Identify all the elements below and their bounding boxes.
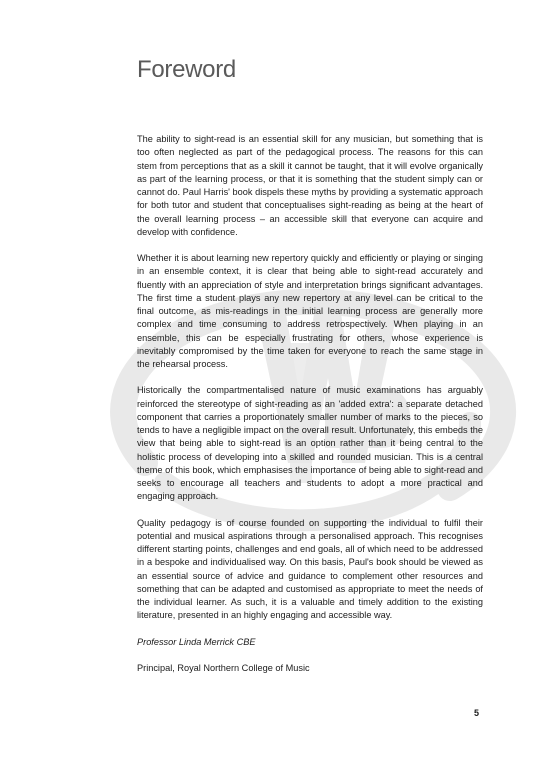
- paragraph: Quality pedagogy is of course founded on supporting the individual to fulfil their potential and musical aspirations through a personalised approach. This recognises different starting points, challenges and end goals, all of which need to be addressed in a bespoke and individualised way. On this basis, Paul's book should be viewed as an essential source of advice and guidance to complement other resources and something that can be adapted and customised as appropriate to meet the needs of the individual learner. As such, it is a valuable and timely addition to the existing literature, presented in an highly engaging and accessible way.: [137, 517, 483, 621]
- page-title: Foreword: [137, 56, 236, 83]
- signature-role: Principal, Royal Northern College of Music: [137, 662, 310, 673]
- paragraph: The ability to sight-read is an essential skill for any musician, but something that is too often neglected as part of the pedagogical process. The reasons for this can stem from perceptions that as a skill it cannot be taught, that it will evolve organically as part of the learning process, or that it is something that the student simply can or cannot do. Paul Harris' book dispels these myths by providing a systematic approach for both tutor and student that conceptualises sight-reading as being at the heart of the overall learning process – an accessible skill that everyone can acquire and develop with confidence.: [137, 134, 483, 237]
- signature-name: Professor Linda Merrick CBE: [137, 636, 256, 647]
- page-number: 5: [474, 708, 480, 718]
- paragraph: Whether it is about learning new repertory quickly and efficiently or playing or singing in an ensemble context, it is clear that being able to sight-read accurately and fluently with an appreciation of style and interpretation brings significant advantages. The first time a student plays any new repertory at any level can be critical to the final outcome, as mis-readings in the initial learning process are generally more complex and time consuming to address retrospectively. When playing in an ensemble, this can be especially frustrating for others, whose experience is inevitably compromised by the time taken for everyone to reach the same stage in the rehearsal process.: [137, 253, 483, 369]
- foreword-body: [137, 133, 483, 688]
- paragraph: Historically the compartmentalised nature of music examinations has arguably reinforced the stereotype of sight-reading as an 'added extra': a separate detached component that carries a proportionately smaller number of marks to the pieces, so tends to have a negligible impact on the overall result. Unfortunately, this embeds the view that being able to sight-read is an option rather than it being central to the holistic process of developing into a skilled and rounded musician. This is a central theme of this book, which emphasises the importance of being able to sight-read and seeks to encourage all teachers and students to adopt a more practical and engaging approach.: [137, 385, 483, 502]
